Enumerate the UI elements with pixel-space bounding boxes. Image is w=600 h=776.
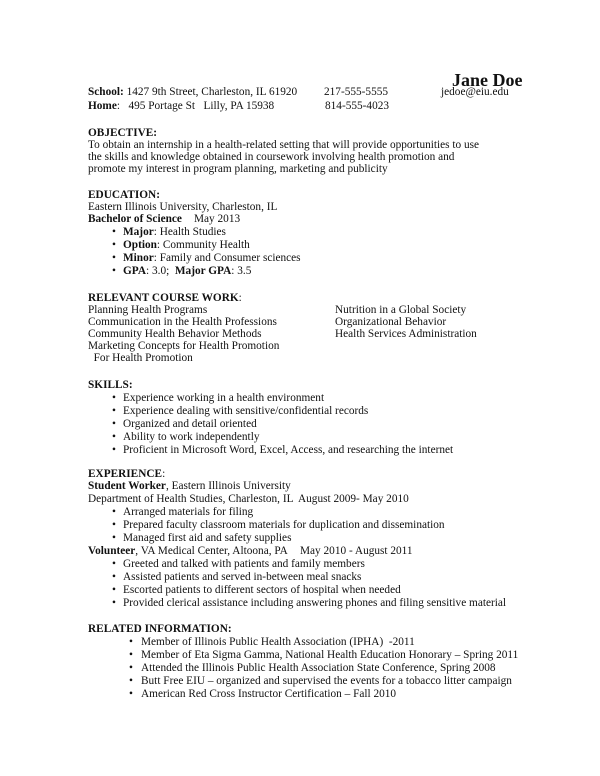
objective-line: promote my interest in program planning, marketing and publicity (88, 163, 388, 175)
bullet-icon: • (129, 662, 133, 674)
heading-suffix: : (162, 468, 166, 480)
job-title-line (88, 480, 291, 492)
bullet-icon: • (112, 418, 116, 430)
item-value: : Community Health (156, 239, 250, 251)
job-duty: Provided clerical assistance including answering phones and filing sensitive material (123, 597, 507, 609)
education-school: Eastern Illinois University, Charleston, IL (88, 201, 278, 213)
job-duty: Assisted patients and served in-between meal snacks (123, 571, 362, 583)
item-label: Minor (123, 252, 154, 264)
related-item: American Red Cross Instructor Certification – Fall 2010 (141, 688, 397, 700)
job-title: Student Worker (88, 480, 166, 492)
item-value: : Health Studies (153, 226, 226, 238)
education-degree-line (88, 213, 182, 225)
skill-item: Proficient in Microsoft Word, Excel, Access, and researching the internet (123, 444, 454, 456)
degree: Bachelor of Science (88, 213, 182, 225)
degree-date: May 2013 (194, 213, 241, 225)
job-dates: August 2009- May 2010 (298, 493, 409, 505)
bullet-icon: • (112, 392, 116, 404)
item-value: : 3.0; (146, 265, 175, 277)
related-item: Attended the Illinois Public Health Association State Conference, Spring 2008 (141, 662, 496, 674)
related-item: Butt Free EIU – organized and supervised the events for a tobacco litter campaign (141, 675, 512, 687)
course-item: Nutrition in a Global Society (335, 304, 467, 316)
item-label: Major GPA (174, 265, 232, 277)
bullet-icon: • (112, 444, 116, 456)
home-address: : 495 Portage St Lilly, PA 15938 (116, 100, 275, 112)
bullet-icon: • (112, 506, 116, 518)
course-item: Organizational Behavior (335, 316, 447, 328)
bullet-icon: • (112, 532, 116, 544)
job-org: , VA Medical Center, Altoona, PA (135, 545, 288, 557)
bullet-icon: • (112, 239, 116, 251)
school-address: 1427 9th Street, Charleston, IL 61920 (123, 86, 298, 98)
bullet-icon: • (112, 405, 116, 417)
education-item (123, 239, 250, 251)
home-label: Home (88, 100, 117, 112)
item-value: : 3.5 (231, 265, 252, 277)
course-item: Health Services Administration (335, 328, 477, 340)
job-org: , Eastern Illinois University (165, 480, 291, 492)
job-duty: Managed first aid and safety supplies (123, 532, 292, 544)
skill-item: Ability to work independently (123, 431, 260, 443)
school-phone: 217-555-5555 (324, 86, 389, 98)
objective-line: the skills and knowledge obtained in coursework involving health promotion and (88, 151, 455, 163)
course-item: Communication in the Health Professions (88, 316, 277, 328)
related-item: Member of Illinois Public Health Association (IPHA) -2011 (141, 636, 415, 648)
objective-heading: OBJECTIVE: (88, 127, 158, 139)
education-item (123, 265, 251, 277)
education-item (123, 252, 301, 264)
job-title-line (88, 545, 288, 557)
related-item: Member of Eta Sigma Gamma, National Health Education Honorary – Spring 2011 (141, 649, 519, 661)
experience-heading (88, 468, 165, 480)
bullet-icon: • (112, 597, 116, 609)
bullet-icon: • (112, 558, 116, 570)
applicant-name: Jane Doe (452, 70, 523, 90)
heading-text: EXPERIENCE (88, 468, 163, 480)
education-item (123, 226, 226, 238)
skill-item: Experience dealing with sensitive/confidential records (123, 405, 369, 417)
bullet-icon: • (112, 584, 116, 596)
course-item: For Health Promotion (88, 352, 193, 364)
bullet-icon: • (129, 688, 133, 700)
job-dates: May 2010 - August 2011 (300, 545, 413, 557)
job-duty: Arranged materials for filing (123, 506, 254, 518)
bullet-icon: • (129, 636, 133, 648)
course-item: Community Health Behavior Methods (88, 328, 262, 340)
bullet-icon: • (112, 431, 116, 443)
home-address-line (88, 100, 274, 112)
bullet-icon: • (112, 265, 116, 277)
skill-item: Experience working in a health environment (123, 392, 325, 404)
course-item: Planning Health Programs (88, 304, 208, 316)
education-heading: EDUCATION: (88, 189, 160, 201)
course-item: Marketing Concepts for Health Promotion (88, 340, 280, 352)
school-label: School: (88, 86, 124, 98)
bullet-icon: • (129, 649, 133, 661)
email-address[interactable]: jedoe@eiu.edu (441, 86, 509, 98)
bullet-icon: • (112, 519, 116, 531)
skills-heading: SKILLS: (88, 379, 133, 391)
school-address-line (88, 86, 297, 98)
heading-suffix: : (238, 292, 242, 304)
job-title: Volunteer (88, 545, 136, 557)
home-phone: 814-555-4023 (325, 100, 390, 112)
bullet-icon: • (112, 571, 116, 583)
item-value: : Family and Consumer sciences (153, 252, 301, 264)
item-label: GPA (123, 265, 147, 277)
bullet-icon: • (112, 252, 116, 264)
bullet-icon: • (112, 226, 116, 238)
objective-line: To obtain an internship in a health-related setting that will provide opportunities to use (88, 139, 480, 151)
job-duty: Prepared faculty classroom materials for duplication and dissemination (123, 519, 445, 531)
heading-text: RELEVANT COURSE WORK (88, 292, 239, 304)
bullet-icon: • (129, 675, 133, 687)
item-label: Major (123, 226, 154, 238)
job-duty: Greeted and talked with patients and family members (123, 558, 365, 570)
item-label: Option (123, 239, 157, 251)
job-duty: Escorted patients to different sectors of hospital when needed (123, 584, 401, 596)
related-heading: RELATED INFORMATION: (88, 623, 232, 635)
coursework-heading (88, 292, 242, 304)
skill-item: Organized and detail oriented (123, 418, 257, 430)
job-dept: Department of Health Studies, Charleston, IL (88, 493, 294, 505)
